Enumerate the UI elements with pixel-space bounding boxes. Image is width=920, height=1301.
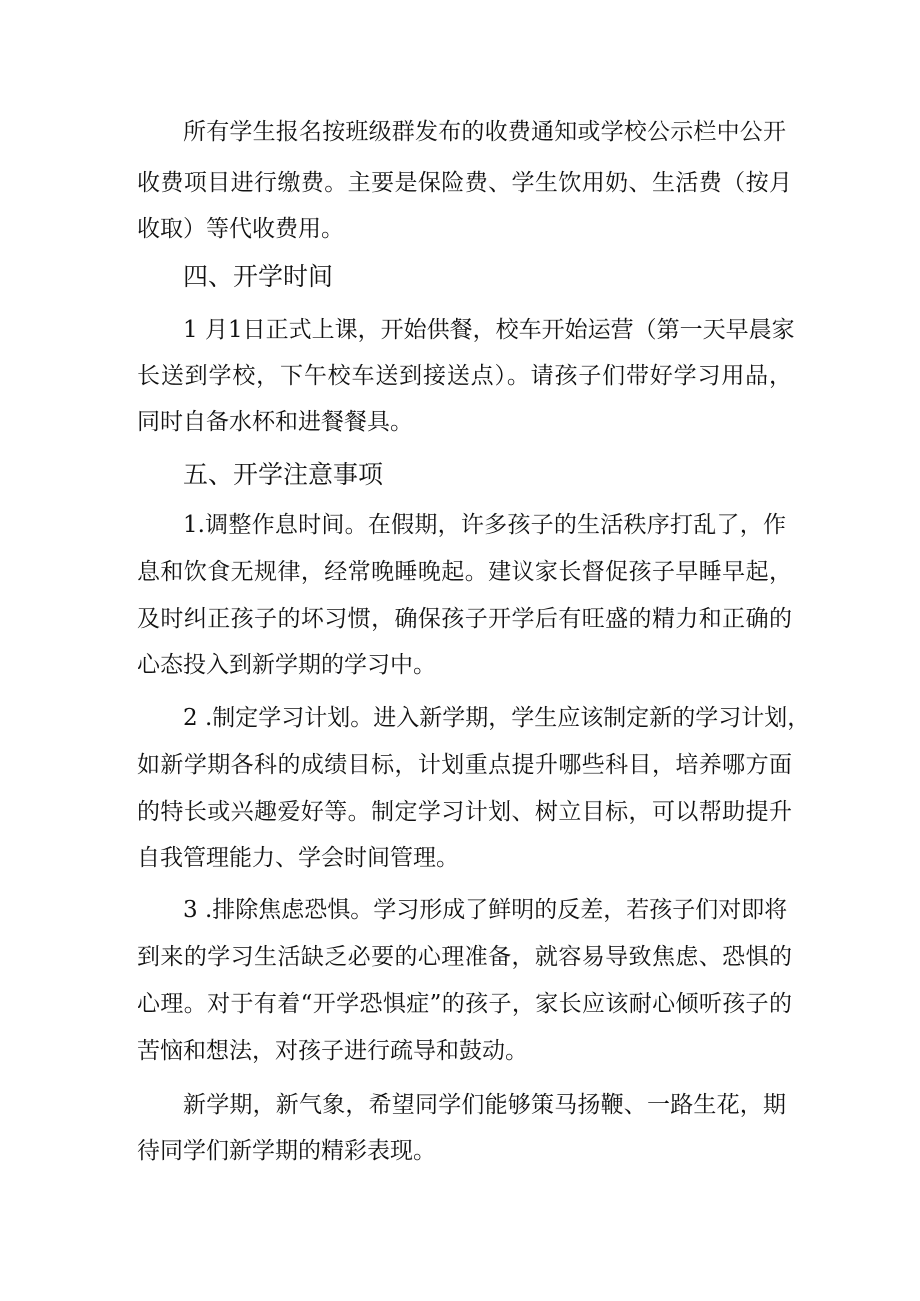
item-2-line-3: 的特长或兴趣爱好等。制定学习计划、树立目标，可以帮助提升	[137, 799, 792, 825]
item-1-line-2: 息和饮食无规律，经常晚睡晚起。建议家长督促孩子早睡早起，	[137, 559, 792, 585]
section-5-heading: 五、开学注意事项	[183, 460, 384, 489]
item-3-line-4: 苦恼和想法，对孩子进行疏导和鼓动。	[137, 1038, 528, 1064]
fee-paragraph-line-2: 收费项目进行缴费。主要是保险费、学生饮用奶、生活费（按月	[137, 170, 792, 196]
closing-line-2: 待同学们新学期的精彩表现。	[137, 1138, 436, 1164]
fee-paragraph-line-1: 所有学生报名按班级群发布的收费通知或学校公示栏中公开	[183, 119, 786, 145]
item-1-line-1: 1.调整作息时间。在假期，许多孩子的生活秩序打乱了，作	[183, 512, 786, 538]
section-4-line-1: 1 月1日正式上课，开始供餐，校车开始运营（第一天早晨家	[183, 317, 795, 343]
item-1-line-4: 心态投入到新学期的学习中。	[137, 652, 436, 678]
item-1-line-3: 及时纠正孩子的坏习惯，确保孩子开学后有旺盛的精力和正确的	[137, 606, 792, 632]
item-2-line-4: 自我管理能力、学会时间管理。	[137, 845, 459, 871]
fee-paragraph-line-3: 收取）等代收费用。	[137, 216, 344, 242]
item-3-line-1: 3 .排除焦虑恐惧。学习形成了鲜明的反差，若孩子们对即将	[183, 897, 788, 923]
item-3-line-3: 心理。对于有着“开学恐惧症”的孩子，家长应该耐心倾听孩子的	[137, 991, 792, 1017]
item-2-line-2: 如新学期各科的成绩目标，计划重点提升哪些科目，培养哪方面	[137, 752, 792, 778]
item-3-line-2: 到来的学习生活缺乏必要的心理准备，就容易导致焦虑、恐惧的	[137, 944, 792, 970]
section-4-line-2: 长送到学校，下午校车送到接送点）。请孩子们带好学习用品，	[137, 363, 792, 389]
item-2-line-1: 2 .制定学习计划。进入新学期，学生应该制定新的学习计划，	[183, 705, 811, 731]
section-4-line-3: 同时自备水杯和进餐餐具。	[137, 409, 413, 435]
closing-line-1: 新学期，新气象，希望同学们能够策马扬鞭、一路生花，期	[183, 1092, 786, 1118]
section-4-heading: 四、开学时间	[183, 262, 334, 291]
